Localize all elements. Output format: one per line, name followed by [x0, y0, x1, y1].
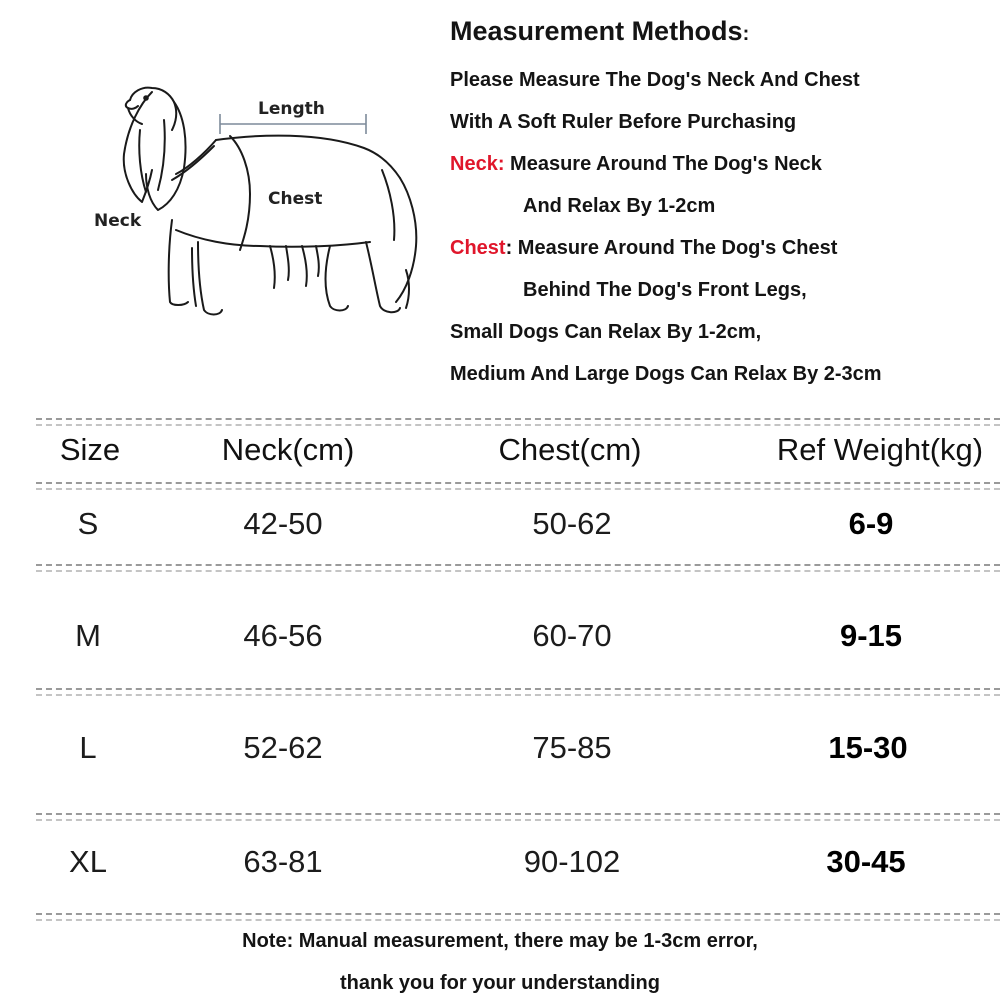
- size-cell: L: [79, 730, 97, 765]
- table-divider: [36, 913, 1000, 915]
- header-neck: Neck(cm): [221, 432, 355, 467]
- small-dogs-line: Small Dogs Can Relax By 1-2cm,: [450, 321, 762, 343]
- neck-method-label: Neck:: [450, 153, 505, 175]
- chest-method-text: : Measure Around The Dog's Chest: [505, 237, 838, 259]
- chest-method-label: Chest: [450, 237, 506, 259]
- size-cell: S: [77, 506, 99, 541]
- weight-cell: 9-15: [839, 618, 903, 653]
- neck-cell: 52-62: [243, 730, 323, 765]
- methods-title-colon: :: [742, 23, 750, 45]
- weight-cell: 15-30: [828, 730, 908, 765]
- table-divider: [36, 919, 1000, 921]
- table-divider: [36, 564, 1000, 566]
- weight-cell: 30-45: [826, 844, 906, 879]
- dog-drawing-icon: [80, 70, 440, 340]
- note-line-1: Note: Manual measurement, there may be 1-3cm error,: [242, 930, 758, 952]
- table-divider: [36, 819, 1000, 821]
- chest-label: Chest: [268, 189, 323, 209]
- table-divider: [36, 688, 1000, 690]
- table-divider: [36, 570, 1000, 572]
- note-line-2: thank you for your understanding: [339, 972, 660, 994]
- table-divider: [36, 482, 1000, 484]
- intro-line-1: Please Measure The Dog's Neck And Chest: [450, 69, 860, 91]
- table-divider: [36, 694, 1000, 696]
- size-cell: XL: [69, 844, 107, 879]
- chest-method-line: [450, 227, 995, 269]
- neck-cell: 46-56: [243, 618, 323, 653]
- table-divider: [36, 418, 1000, 420]
- methods-title-text: Measurement Methods: [450, 16, 743, 46]
- neck-method-text: Measure Around The Dog's Neck: [504, 153, 822, 175]
- methods-title: [450, 12, 995, 53]
- chest-cell: 90-102: [523, 844, 621, 879]
- length-label: Length: [258, 99, 325, 119]
- large-dogs-line: Medium And Large Dogs Can Relax By 2-3cm: [450, 363, 882, 385]
- neck-method-line: [450, 143, 995, 185]
- neck-method-line-2: And Relax By 1-2cm: [523, 195, 716, 217]
- measurement-methods: [450, 12, 995, 395]
- neck-label: Neck: [94, 211, 142, 231]
- dog-measurement-illustration: [80, 70, 440, 340]
- header-chest: Chest(cm): [498, 432, 642, 467]
- weight-cell: 6-9: [848, 506, 894, 541]
- table-divider: [36, 488, 1000, 490]
- header-size: Size: [59, 432, 121, 467]
- neck-cell: 63-81: [243, 844, 323, 879]
- table-divider: [36, 813, 1000, 815]
- size-cell: M: [75, 618, 101, 653]
- chest-cell: 75-85: [532, 730, 612, 765]
- intro-line-2: With A Soft Ruler Before Purchasing: [450, 111, 797, 133]
- table-divider: [36, 424, 1000, 426]
- chest-cell: 60-70: [532, 618, 612, 653]
- chest-cell: 50-62: [532, 506, 612, 541]
- chest-method-line-2: Behind The Dog's Front Legs,: [523, 279, 807, 301]
- neck-cell: 42-50: [243, 506, 323, 541]
- header-ref-weight: Ref Weight(kg): [776, 432, 984, 467]
